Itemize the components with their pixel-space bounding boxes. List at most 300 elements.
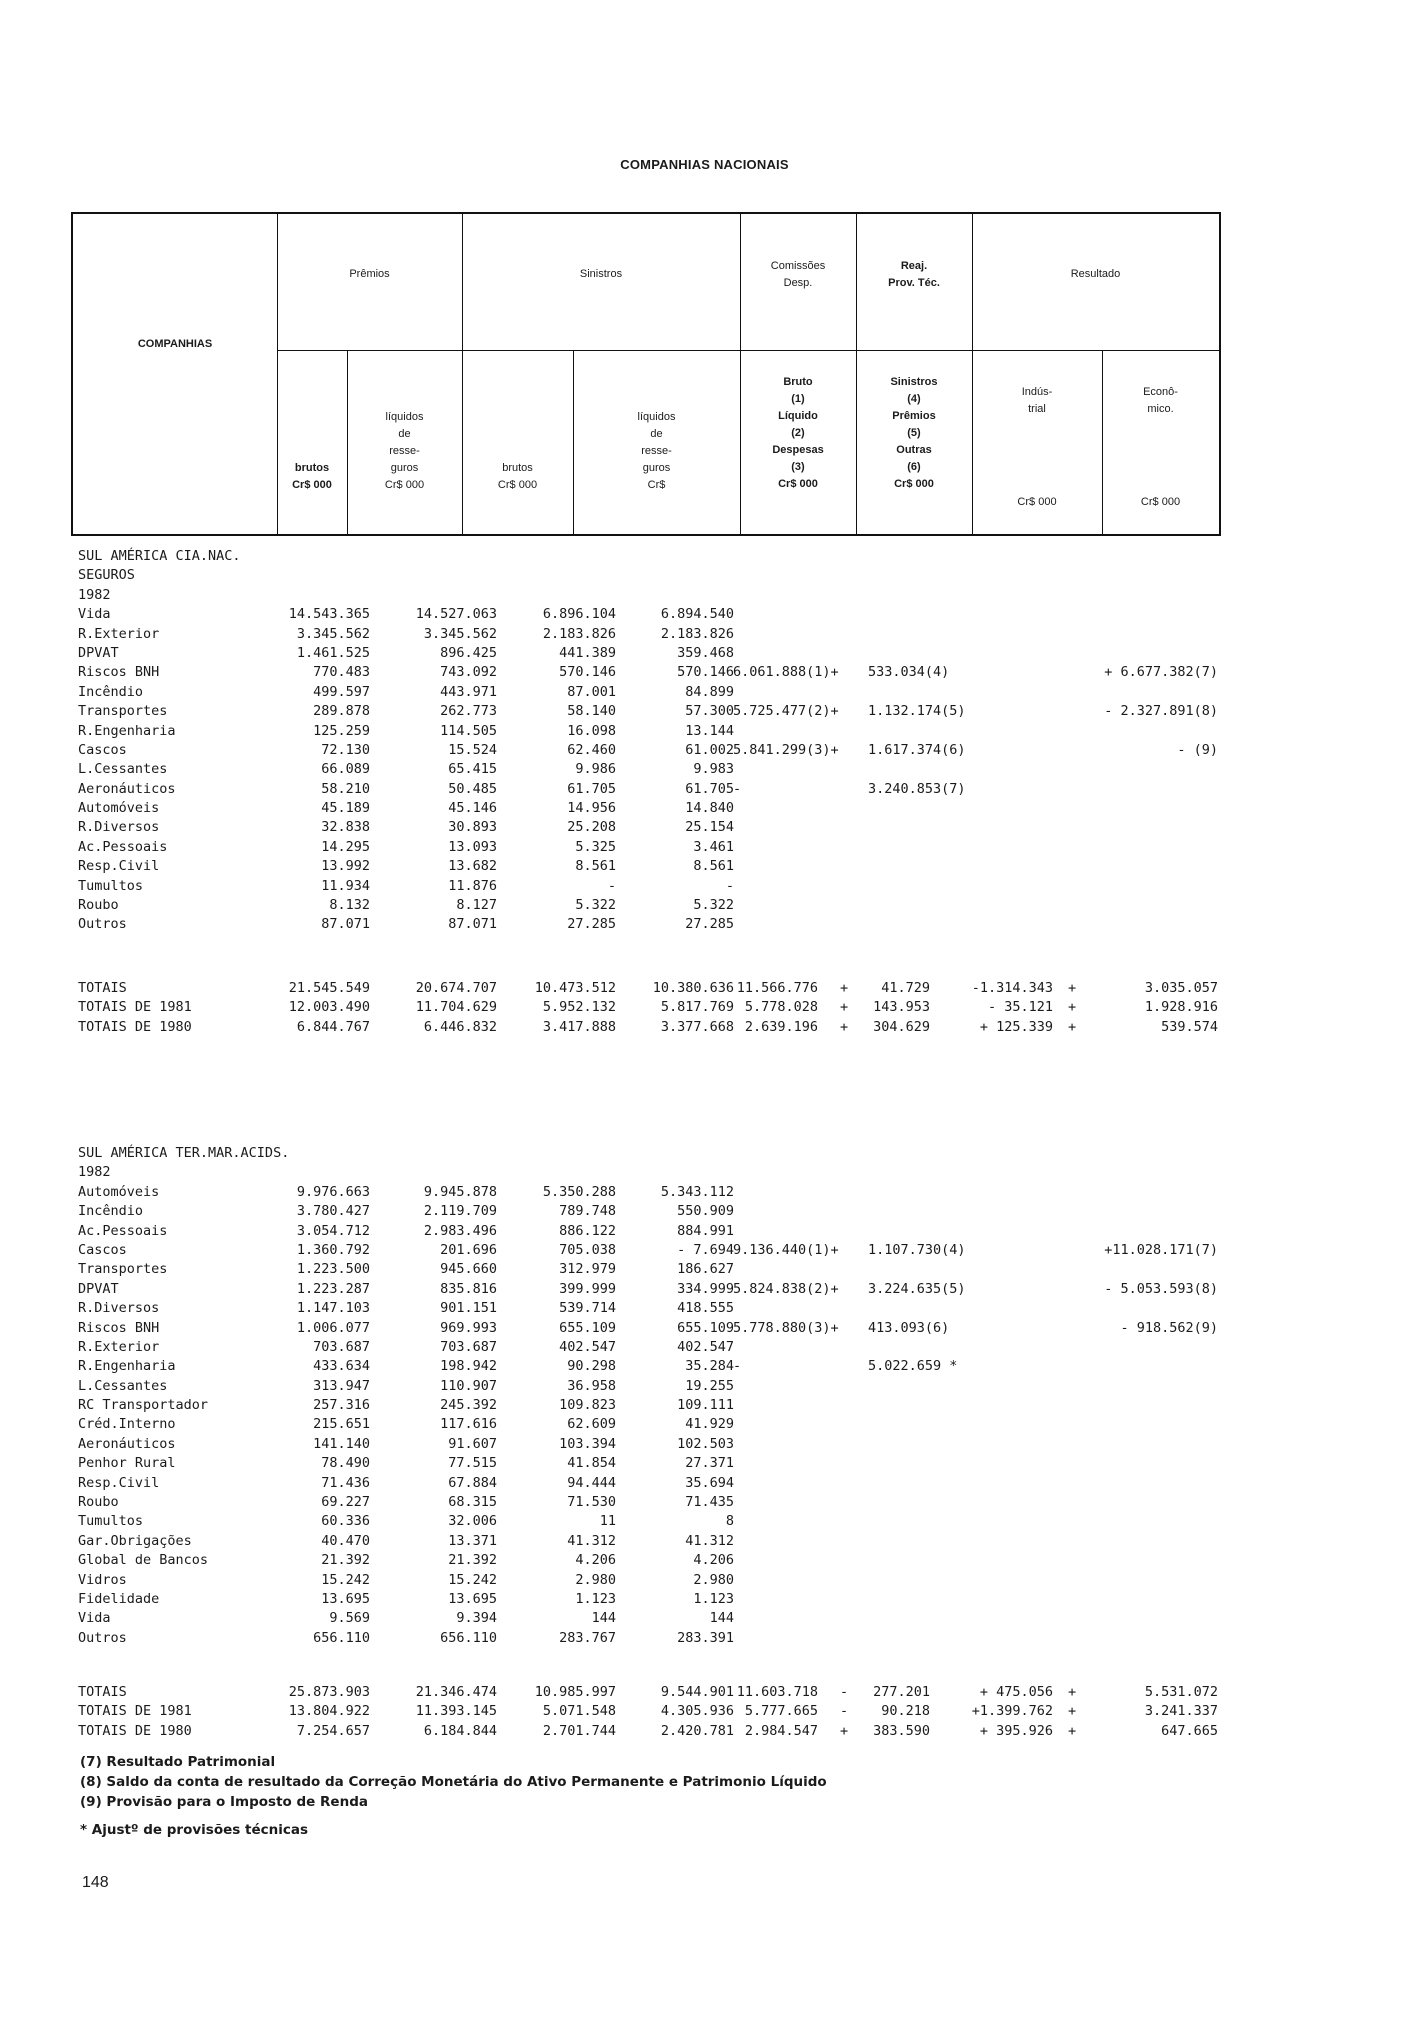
totals-row [78,1019,1218,1038]
cell-value: 71.530 [567,1494,616,1511]
totals-value: - [840,1703,849,1720]
table-row [78,800,1218,819]
totals-value: 21.346.474 [415,1684,497,1700]
cell-value: 61.002 [685,741,734,758]
cell-value: 257.316 [313,1397,370,1414]
cell-value: 109.111 [677,1397,734,1414]
cell-value: 5.350.288 [542,1183,616,1200]
cell-value: 71.435 [685,1494,734,1511]
totals-value: 143.953 [873,999,930,1016]
cell-value: 441.389 [559,644,616,661]
cell-value: 533.034(4) [868,664,950,681]
cell-value: 68.315 [448,1494,497,1511]
table-row [78,1281,1218,1300]
cell-value: 9.569 [329,1610,370,1627]
section-heading-line: SEGUROS [78,567,135,584]
row-label: Outros [78,916,127,933]
cell-value: 87.071 [321,916,370,933]
section-sul-america-seguros [78,548,1218,936]
totals-value: 6.184.844 [423,1722,497,1739]
cell-value: 58.140 [567,703,616,720]
totals-value: 3.241.337 [1144,1703,1218,1720]
totals-value: -1.314.343 [971,980,1053,996]
cell-value: 36.958 [567,1377,616,1394]
table-row [78,839,1218,858]
cell-value: 550.909 [677,1203,734,1220]
cell-value: 539.714 [559,1300,616,1317]
cell-value: 945.660 [440,1261,497,1278]
cell-value: 103.394 [559,1435,616,1452]
section-sul-america-ter-mar [78,1145,1218,1649]
cell-value: 30.893 [448,819,497,836]
cell-value: 141.140 [313,1435,370,1452]
totals-value: 5.952.132 [542,999,616,1016]
section-sul-america-seguros-totals [78,980,1218,1038]
table-row [78,1416,1218,1435]
table-row [78,1455,1218,1474]
table-row [78,1552,1218,1571]
totals-value: + [1068,980,1077,996]
row-label: Incêndio [78,1203,144,1220]
totals-value: 2.984.547 [744,1722,818,1739]
cell-value: 570.146 [677,664,734,681]
section-heading-line: SUL AMÉRICA CIA.NAC. [78,548,241,564]
cell-value: 399.999 [559,1280,616,1297]
cell-value: 66.089 [321,761,370,778]
cell-value: 262.773 [440,703,497,720]
cell-value: 117.616 [440,1416,497,1433]
cell-value: 14.956 [567,800,616,817]
cell-value: 1.461.525 [296,644,370,661]
totals-label: TOTAIS [78,1684,127,1700]
cell-value: 5.343.112 [660,1183,734,1200]
cell-value: 3.054.712 [296,1222,370,1239]
cell-value: 283.391 [677,1629,734,1646]
section-sul-america-ter-mar-totals [78,1684,1218,1742]
cell-value: 15.242 [321,1571,370,1588]
cell-value: 289.878 [313,703,370,720]
totals-value: 383.590 [873,1722,930,1739]
table-row [78,1572,1218,1591]
cell-value: - 5.053.593(8) [1104,1280,1218,1297]
cell-value: 144 [591,1610,616,1627]
header-liquidos-premios: líquidos de resse- guros Cr$ 000 [384,411,425,491]
totals-value: 41.729 [881,980,930,996]
cell-value: 87.001 [567,683,616,700]
table-row [78,1223,1218,1242]
header-sinistros: Sinistros [579,268,623,280]
cell-value: 1.617.374(6) [868,741,966,758]
footnote-7: (7) Resultado Patrimonial [80,1754,276,1770]
row-label: Vidros [78,1571,127,1588]
row-label: Aeronáuticos [78,780,176,797]
row-label: DPVAT [78,1280,119,1297]
page-number: 148 [82,1874,109,1891]
totals-value: + [840,999,849,1016]
cell-value: 656.110 [313,1629,370,1646]
totals-value: 12.003.490 [288,999,370,1016]
row-label: Transportes [78,703,168,720]
cell-value: 41.929 [685,1416,734,1433]
footnotes [80,1752,827,1812]
cell-value: 418.555 [677,1300,734,1317]
cell-value: 3.345.562 [423,625,497,642]
table-row [78,916,1218,935]
cell-value: 6.896.104 [542,606,616,623]
totals-value: + [1068,999,1077,1016]
table-row [78,1339,1218,1358]
cell-value: 13.682 [448,858,497,875]
cell-value: 334.999 [677,1280,734,1297]
cell-value: 1.123 [693,1590,734,1607]
cell-value: +11.028.171(7) [1104,1241,1218,1258]
row-label: Global de Bancos [78,1552,209,1569]
header-bruto-liquido: Bruto (1) Líquido (2) Despesas (3) Cr$ 000 [772,376,824,490]
footnote-8: (8) Saldo da conta de resultado da Correção Monetária do Ativo Permanente e Patrimonio Líquido [80,1774,827,1790]
totals-value: 11.603.718 [736,1684,818,1700]
table-row [78,781,1218,800]
cell-value: 433.634 [313,1358,370,1375]
row-label: Automóveis [78,800,160,817]
row-label: R.Exterior [78,1338,160,1355]
totals-value: 277.201 [873,1684,930,1700]
cell-value: 8 [725,1513,734,1530]
cell-value: 313.947 [313,1377,370,1394]
totals-label: TOTAIS DE 1980 [78,1018,192,1035]
cell-value: 245.392 [440,1397,497,1414]
totals-value: 5.071.548 [542,1703,616,1720]
cell-value: 9.983 [693,761,734,778]
cell-value: 201.696 [440,1241,497,1258]
cell-value: 94.444 [567,1474,616,1491]
cell-value: 62.609 [567,1416,616,1433]
table-row [78,1184,1218,1203]
cell-value: - 7.694 [677,1241,734,1258]
cell-value: 655.109 [559,1319,616,1336]
cell-value: 743.092 [440,664,497,681]
totals-row [78,1684,1218,1703]
row-label: Transportes [78,1261,168,1278]
column-header-box [71,212,1221,536]
cell-value: - [733,780,742,797]
cell-value: 570.146 [559,664,616,681]
cell-value: 5.824.838(2)+ [733,1280,839,1297]
totals-value: + [1068,1018,1077,1035]
cell-value: 655.109 [677,1319,734,1336]
row-label: Créd.Interno [78,1416,176,1433]
table-row [78,606,1218,625]
totals-value: 13.804.922 [288,1703,370,1720]
cell-value: 40.470 [321,1532,370,1549]
cell-value: 21.392 [448,1552,497,1569]
cell-value: 91.607 [448,1435,497,1452]
totals-value: 9.544.901 [660,1684,734,1700]
totals-value: 10.380.636 [652,980,734,996]
table-row [78,1494,1218,1513]
cell-value: 283.767 [559,1629,616,1646]
cell-value: 1.132.174(5) [868,703,966,720]
row-label: Roubo [78,1494,119,1511]
header-brutos-sinistros: brutos Cr$ 000 [497,462,538,491]
cell-value: 25.154 [685,819,734,836]
header-liquidos-sinistros: líquidos de resse- guros Cr$ [637,411,676,491]
cell-value: 110.907 [440,1377,497,1394]
cell-value: 19.255 [685,1377,734,1394]
cell-value: 32.006 [448,1513,497,1530]
row-label: Cascos [78,741,127,758]
cell-value: 443.971 [440,683,497,700]
table-row [78,1300,1218,1319]
totals-value: + [840,980,849,996]
cell-value: 2.980 [693,1571,734,1588]
cell-value: 901.151 [440,1300,497,1317]
table-row [78,1358,1218,1377]
totals-value: 10.473.512 [534,980,616,996]
row-label: Fidelidade [78,1590,160,1607]
cell-value: 13.695 [448,1590,497,1607]
cell-value: 215.651 [313,1416,370,1433]
totals-value: 20.674.707 [415,980,497,996]
cell-value: 8.132 [329,897,370,914]
cell-value: 770.483 [313,664,370,681]
row-label: Incêndio [78,683,144,700]
cell-value: 125.259 [313,722,370,739]
totals-value: 5.778.028 [744,999,818,1016]
totals-value: 5.531.072 [1144,1684,1218,1700]
header-industrial: Indús- trial [1021,386,1053,415]
header-resultado: Resultado [1070,268,1121,280]
cell-value: 14.295 [321,838,370,855]
cell-value: 198.942 [440,1358,497,1375]
cell-value: 402.547 [559,1338,616,1355]
page-title: COMPANHIAS NACIONAIS [620,157,789,172]
row-label: R.Exterior [78,625,160,642]
totals-value: 21.545.549 [288,980,370,996]
cell-value: 77.515 [448,1455,497,1472]
cell-value: 499.597 [313,683,370,700]
totals-value: + 395.926 [979,1722,1053,1739]
cell-value: - 2.327.891(8) [1104,703,1218,720]
cell-value: 13.695 [321,1590,370,1607]
totals-value: 11.704.629 [415,999,497,1016]
row-label: Gar.Obrigações [78,1532,192,1549]
row-label: Vida [78,1610,111,1627]
cell-value: 2.183.826 [542,625,616,642]
table-row [78,761,1218,780]
row-label: Penhor Rural [78,1455,176,1472]
totals-value: 5.817.769 [660,999,734,1016]
cell-value: - [607,877,616,894]
cell-value: 1.223.500 [296,1261,370,1278]
cell-value: 61.705 [567,780,616,797]
table-row [78,1475,1218,1494]
totals-value: 11.566.776 [736,980,818,996]
cell-value: 2.183.826 [660,625,734,642]
totals-value: + [840,1018,849,1035]
cell-value: 3.224.635(5) [868,1280,966,1297]
cell-value: 5.841.299(3)+ [733,741,839,758]
row-label: Outros [78,1629,127,1646]
totals-value: 1.928.916 [1144,999,1218,1016]
cell-value: 11 [599,1513,616,1530]
cell-value: 9.945.878 [423,1183,497,1200]
cell-value: 5.725.477(2)+ [733,703,839,720]
totals-row [78,1723,1218,1742]
totals-value: 90.218 [881,1703,930,1720]
cell-value: 703.687 [440,1338,497,1355]
header-premios: Prêmios [349,268,390,280]
totals-value: + [1068,1703,1077,1720]
row-label: Riscos BNH [78,664,160,681]
header-economico: Econô- mico. [1143,386,1178,415]
cell-value: 402.547 [677,1338,734,1355]
totals-value: 3.377.668 [660,1018,734,1035]
cell-value: 60.336 [321,1513,370,1530]
cell-value: 3.780.427 [296,1203,370,1220]
cell-value: 1.006.077 [296,1319,370,1336]
cell-value: 50.485 [448,780,497,797]
cell-value: 13.144 [685,722,734,739]
cell-value: 969.993 [440,1319,497,1336]
section-heading-line: 1982 [78,1164,111,1181]
cell-value: 656.110 [440,1629,497,1646]
table-row [78,723,1218,742]
cell-value: 2.980 [575,1571,616,1588]
cell-value: 6.061.888(1)+ [733,664,839,681]
table-row [78,1242,1218,1261]
cell-value: 114.505 [440,722,497,739]
header-sinistros-premios: Sinistros (4) Prêmios (5) Outras (6) Cr$ 000 [890,376,938,490]
cell-value: 32.838 [321,819,370,836]
cell-value: 2.983.496 [423,1222,497,1239]
table-row [78,626,1218,645]
cell-value: 1.107.730(4) [868,1241,966,1258]
cell-value: 312.979 [559,1261,616,1278]
table-row [78,645,1218,664]
totals-value: + [1068,1722,1077,1739]
cell-value: 84.899 [685,683,734,700]
totals-value: 6.446.832 [423,1018,497,1035]
cell-value: 8.561 [575,858,616,875]
cell-value: 5.325 [575,838,616,855]
cell-value: 144 [709,1610,734,1627]
cell-value: 25.208 [567,819,616,836]
cell-value: 71.436 [321,1474,370,1491]
cell-value: 8.127 [456,897,497,914]
cell-value: - (9) [1177,741,1218,758]
table-row [78,1320,1218,1339]
table-row [78,1630,1218,1649]
table-row [78,897,1218,916]
cell-value: + 6.677.382(7) [1104,664,1218,681]
totals-value: 7.254.657 [296,1722,370,1739]
table-row [78,664,1218,683]
table-row [78,703,1218,722]
table-row [78,858,1218,877]
row-label: Tumultos [78,877,144,894]
row-label: Automóveis [78,1183,160,1200]
cell-value: 6.894.540 [660,606,734,623]
cell-value: 57.300 [685,703,734,720]
cell-value: 1.223.287 [296,1280,370,1297]
cell-value: 3.345.562 [296,625,370,642]
row-label: Aeronáuticos [78,1435,176,1452]
totals-value: 3.035.057 [1144,980,1218,996]
cell-value: 27.285 [567,916,616,933]
cell-value: 4.206 [575,1552,616,1569]
cell-value: 896.425 [440,644,497,661]
header-brutos-premios: brutos Cr$ 000 [292,462,332,491]
section-heading-line: 1982 [78,586,111,603]
cell-value: 16.098 [567,722,616,739]
table-row [78,819,1218,838]
cell-value: - [733,1358,742,1375]
header-industrial-unit: Cr$ 000 [1017,496,1057,508]
cell-value: 705.038 [559,1241,616,1258]
header-companhias: COMPANHIAS [137,338,213,350]
totals-row [78,1703,1218,1722]
row-label: RC Transportador [78,1397,209,1414]
row-label: R.Engenharia [78,722,176,739]
cell-value: 1.123 [575,1590,616,1607]
totals-value: 3.417.888 [542,1018,616,1035]
cell-value: 45.146 [448,800,497,817]
cell-value: 884.991 [677,1222,734,1239]
cell-value: 35.694 [685,1474,734,1491]
totals-value: 304.629 [873,1018,930,1035]
row-label: R.Engenharia [78,1358,176,1375]
cell-value: 5.778.880(3)+ [733,1319,839,1336]
row-label: Tumultos [78,1513,144,1530]
table-row [78,1591,1218,1610]
cell-value: 15.242 [448,1571,497,1588]
cell-value: 9.394 [456,1610,497,1627]
totals-value: + [840,1722,849,1739]
cell-value: 87.071 [448,916,497,933]
cell-value: 41.854 [567,1455,616,1472]
cell-value: 3.461 [693,838,734,855]
row-label: Ac.Pessoais [78,838,168,855]
totals-value: 2.420.781 [660,1722,734,1739]
table-row [78,1610,1218,1629]
row-label: DPVAT [78,644,119,661]
totals-label: TOTAIS DE 1980 [78,1722,192,1739]
totals-label: TOTAIS [78,980,127,996]
totals-value: 11.393.145 [415,1703,497,1720]
cell-value: 413.093(6) [868,1319,950,1336]
cell-value: 65.415 [448,761,497,778]
row-label: L.Cessantes [78,1377,168,1394]
cell-value: 69.227 [321,1494,370,1511]
table-row [78,742,1218,761]
totals-value: +1.399.762 [971,1703,1053,1720]
table-row [78,1261,1218,1280]
section-heading-line: SUL AMÉRICA TER.MAR.ACIDS. [78,1145,290,1161]
cell-value: 41.312 [567,1532,616,1549]
cell-value: 58.210 [321,780,370,797]
cell-value: 21.392 [321,1552,370,1569]
totals-value: 2.701.744 [542,1722,616,1739]
table-row [78,1513,1218,1532]
cell-value: 5.322 [693,897,734,914]
cell-value: 27.285 [685,916,734,933]
cell-value: 67.884 [448,1474,497,1491]
cell-value: 62.460 [567,741,616,758]
table-row [78,1397,1218,1416]
cell-value: - [725,877,734,894]
cell-value: 703.687 [313,1338,370,1355]
cell-value: 78.490 [321,1455,370,1472]
